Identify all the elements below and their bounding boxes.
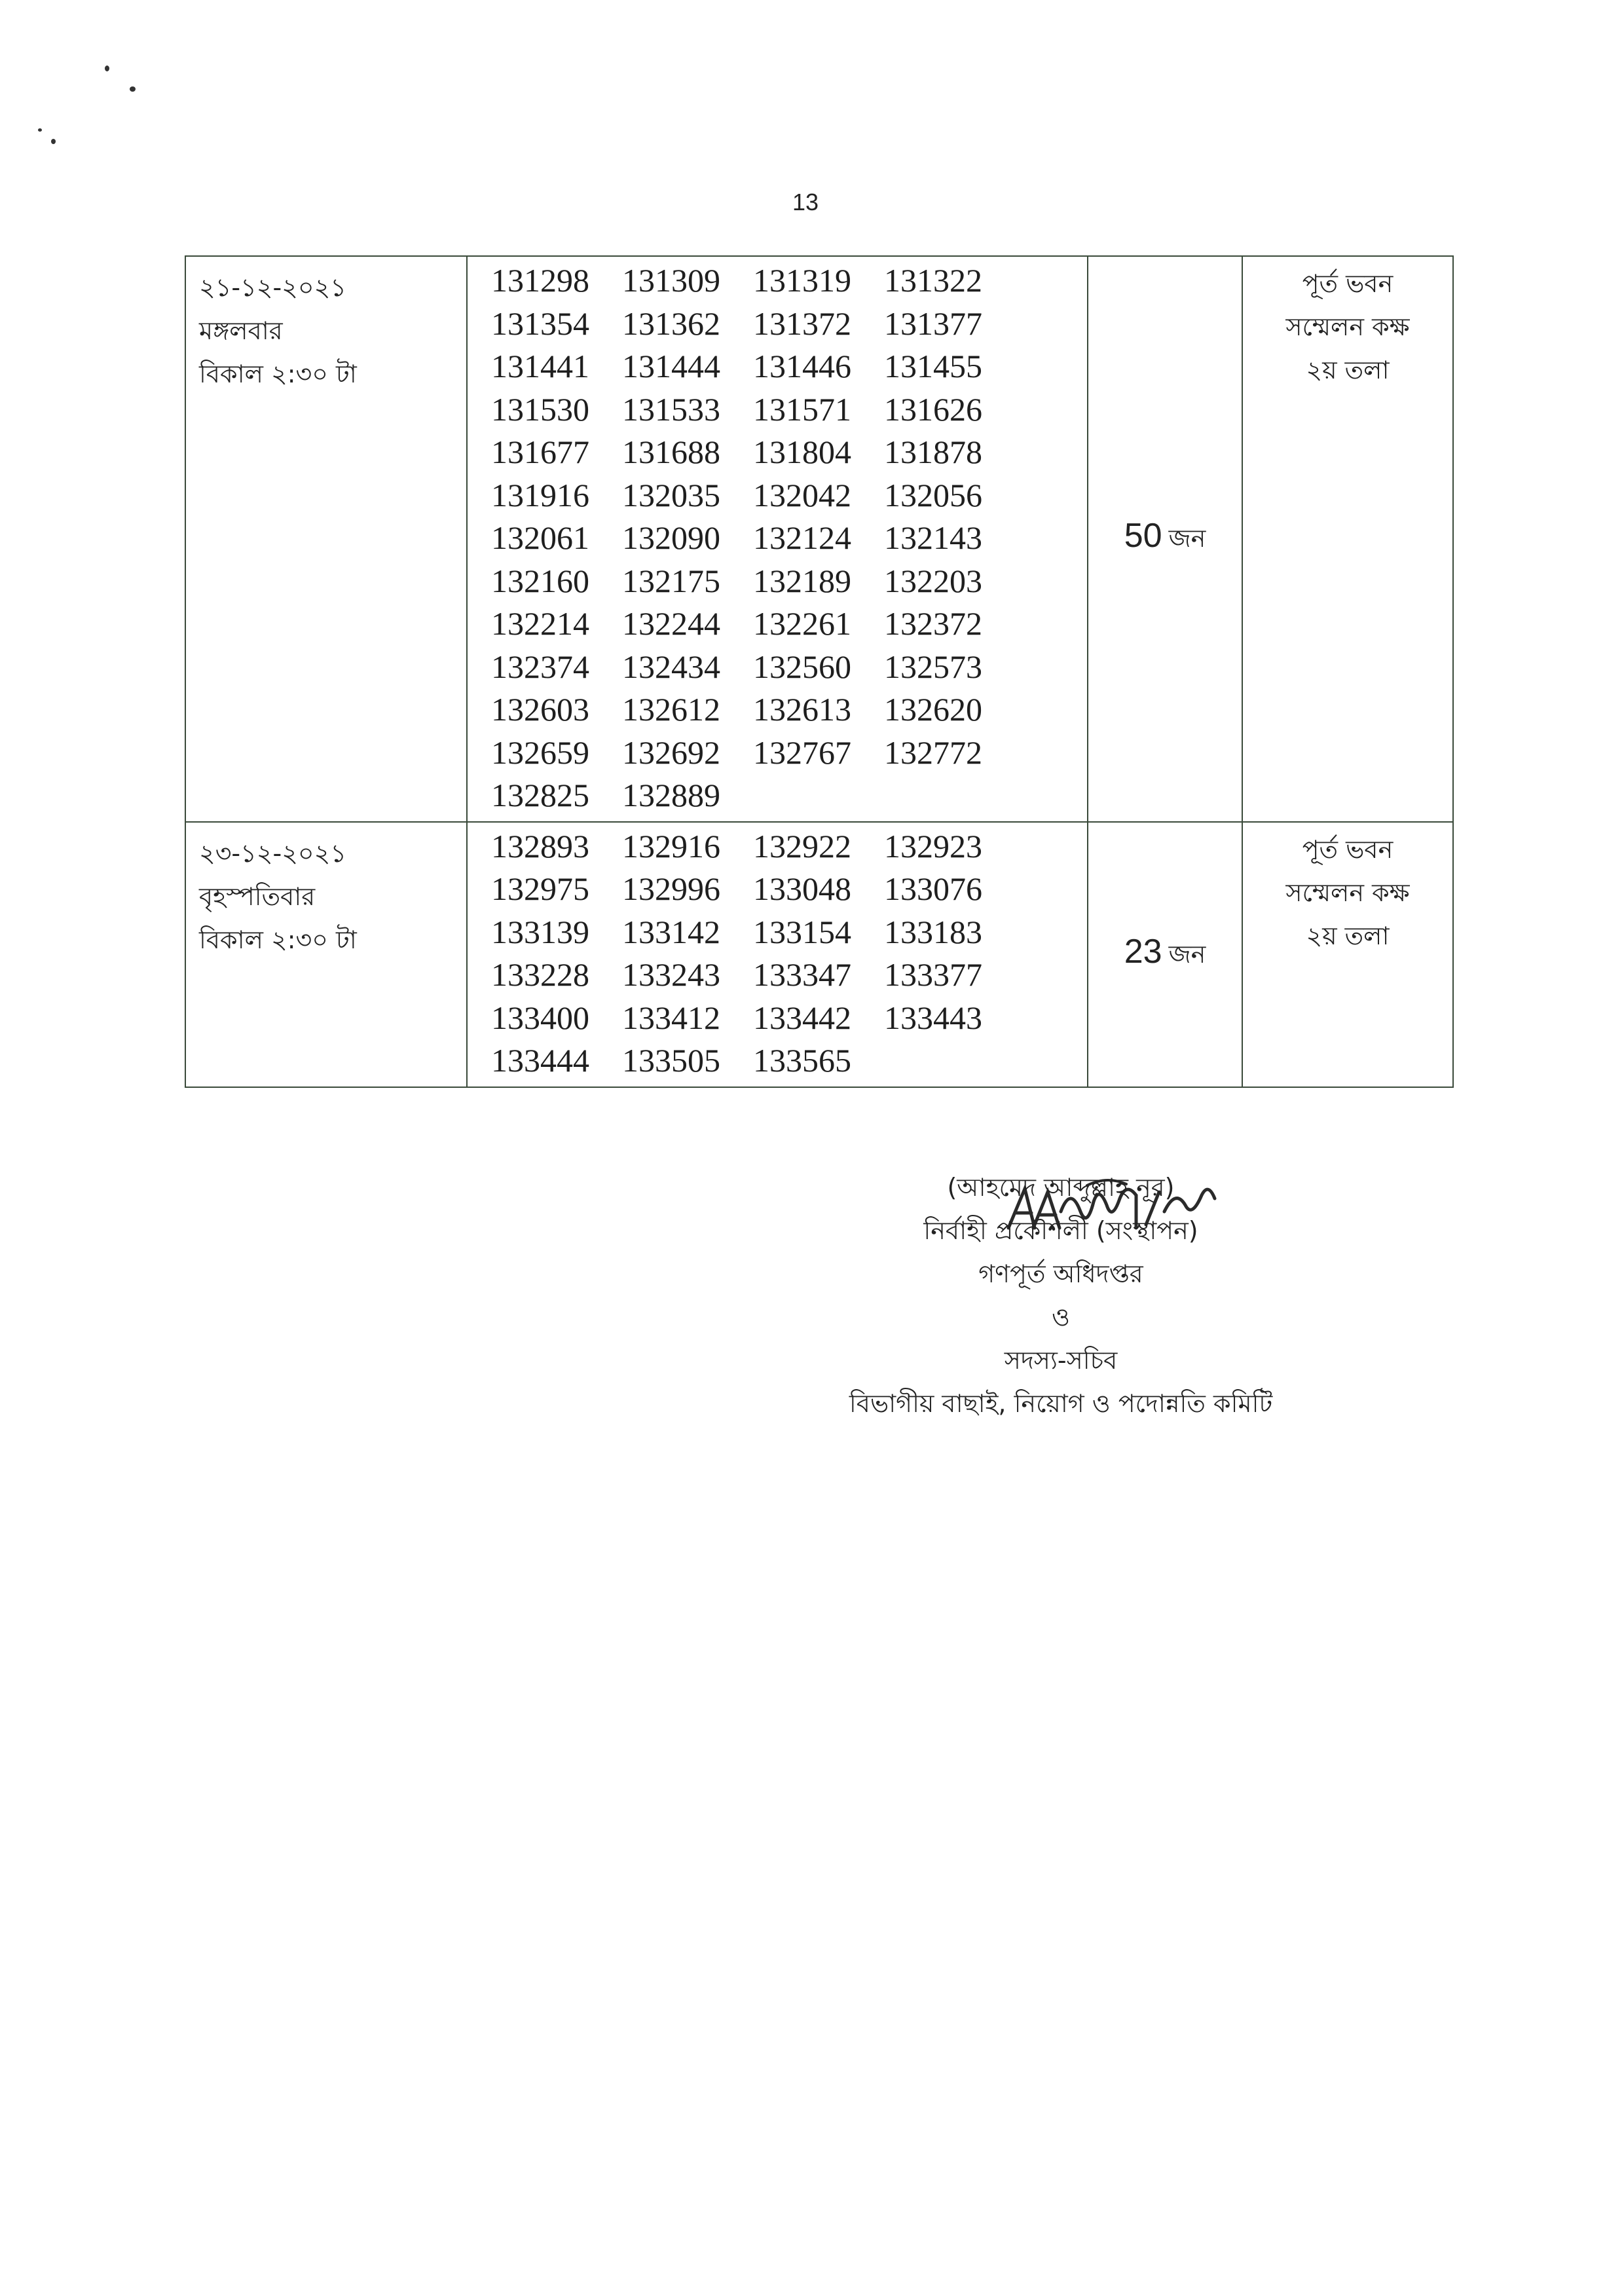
roll-number: 132372 [884,605,982,642]
date-cell [185,256,467,822]
roll-number: 132772 [884,734,982,771]
candidate-count-unit: জন [1168,939,1206,969]
roll-number: 133444 [491,1042,589,1079]
roll-number: 132893 [491,827,589,865]
roll-number: 132613 [753,691,851,728]
signatory-committee: বিভাগীয় বাছাই, নিয়োগ ও পদোন্নতি কমিটি [849,1389,1273,1418]
roll-number-line [491,732,1087,775]
roll-number: 131878 [884,434,982,470]
roll-number: 132603 [491,691,589,728]
roll-number: 133400 [491,999,589,1036]
roll-number: 131533 [622,390,720,428]
roll-number: 131322 [884,262,982,299]
roll-number-line [491,259,1087,303]
signatory-designation: নির্বাহী প্রকৌশলী (সংস্থাপন) [923,1216,1198,1245]
roll-number: 132620 [884,691,982,728]
signatory-conjunction: ও [1052,1303,1070,1331]
exam-time: বিকাল ২:৩০ টা [199,925,357,954]
exam-time: বিকাল ২:৩০ টা [199,360,357,388]
roll-number: 131377 [884,305,982,342]
roll-number: 131677 [491,434,589,470]
roll-number: 133183 [884,913,982,950]
roll-number: 132143 [884,519,982,556]
roll-number-line [491,345,1087,388]
roll-number: 132244 [622,605,720,642]
exam-date: ২৩-১২-২০২১ [199,838,346,868]
roll-number-line [491,646,1087,689]
roll-number: 132189 [753,562,851,599]
exam-date: ২১-১২-২০২১ [199,273,346,302]
roll-number-line [491,868,1087,911]
roll-number: 131688 [622,434,720,470]
exam-weekday: মঙ্গলবার [199,316,283,345]
schedule-row [185,256,1453,822]
venue-line: সম্মেলন কক্ষ [1285,312,1410,341]
roll-number-line [491,517,1087,560]
roll-number: 133377 [884,956,982,993]
date-cell [185,822,467,1087]
roll-number-line [491,388,1087,432]
candidate-count: 50 [1124,517,1162,555]
roll-number: 132160 [491,562,589,599]
roll-number: 132042 [753,476,851,513]
roll-number: 132889 [622,777,720,813]
schedule-table [185,255,1454,1088]
candidate-count: 23 [1124,932,1162,971]
roll-number: 131530 [491,390,589,428]
roll-number: 132090 [622,519,720,556]
roll-number: 132434 [622,648,720,685]
roll-number: 133048 [753,870,851,907]
roll-number: 133154 [753,913,851,950]
roll-number: 132692 [622,734,720,771]
roll-number: 132203 [884,562,982,599]
signatory-office: গণপূর্ত অধিদপ্তর [978,1259,1143,1288]
exam-weekday: বৃহস্পতিবার [199,882,316,911]
roll-number-line [491,603,1087,646]
venue-line: সম্মেলন কক্ষ [1285,878,1410,907]
roll-number: 132214 [491,605,589,642]
roll-number: 132975 [491,870,589,907]
roll-number-line [491,1039,1087,1083]
signatory-role: সদস্য-সচিব [1004,1346,1118,1375]
roll-number: 132374 [491,648,589,685]
candidate-count-cell [1088,256,1242,822]
roll-number: 132056 [884,476,982,513]
roll-number: 133076 [884,870,982,907]
roll-number: 131354 [491,305,589,342]
roll-number-line [491,431,1087,474]
schedule-row [185,822,1453,1087]
roll-number: 132996 [622,870,720,907]
roll-number-line [491,560,1087,603]
roll-number: 132825 [491,777,589,813]
roll-number: 133139 [491,913,589,950]
schedule-table-body [185,256,1453,1087]
roll-number-line [491,825,1087,868]
roll-number: 131362 [622,305,720,342]
roll-number: 132061 [491,519,589,556]
candidate-count-unit: জন [1168,524,1206,553]
roll-number-line [491,774,1087,817]
roll-number: 132923 [884,827,982,865]
signature-block [773,1166,1349,1425]
roll-number: 131626 [884,390,982,428]
roll-number: 131441 [491,348,589,384]
roll-number: 131455 [884,348,982,384]
roll-number: 132261 [753,605,851,642]
roll-number-line [491,303,1087,346]
roll-number-line [491,911,1087,954]
roll-number: 132612 [622,691,720,728]
roll-number: 132035 [622,476,720,513]
venue-cell [1242,822,1453,1087]
signatory-name: (আহমেদ আব্দুল্লাহ নূর) [947,1173,1175,1202]
roll-number: 131571 [753,390,851,428]
roll-number: 133243 [622,956,720,993]
candidate-count-cell [1088,822,1242,1087]
roll-number: 131804 [753,434,851,470]
roll-number: 133505 [622,1042,720,1079]
venue-line: পূর্ত ভবন [1302,834,1393,864]
roll-number: 133565 [753,1042,851,1079]
roll-number: 132916 [622,827,720,865]
roll-number: 133412 [622,999,720,1036]
roll-number: 132124 [753,519,851,556]
roll-number-line [491,474,1087,517]
roll-number: 132560 [753,648,851,685]
roll-number: 131298 [491,262,589,299]
roll-number: 131319 [753,262,851,299]
roll-number: 132659 [491,734,589,771]
venue-cell [1242,256,1453,822]
venue-line: পূর্ত ভবন [1302,269,1393,298]
roll-number: 132573 [884,648,982,685]
roll-number: 132767 [753,734,851,771]
roll-number-line [491,954,1087,997]
roll-number: 131372 [753,305,851,342]
roll-number: 133443 [884,999,982,1036]
roll-number: 133142 [622,913,720,950]
roll-number: 133228 [491,956,589,993]
roll-number: 133347 [753,956,851,993]
roll-number: 132922 [753,827,851,865]
page-number: 13 [792,189,819,215]
roll-number: 132175 [622,562,720,599]
roll-number-line [491,997,1087,1040]
roll-numbers-cell [467,822,1088,1087]
roll-numbers-cell [467,256,1088,822]
venue-line: ২য় তলা [1306,356,1390,384]
roll-number: 131309 [622,262,720,299]
roll-number: 131916 [491,476,589,513]
roll-number: 131446 [753,348,851,384]
roll-number: 131444 [622,348,720,384]
venue-line: ২য় তলা [1306,921,1390,950]
roll-number: 133442 [753,999,851,1036]
roll-number-line [491,688,1087,732]
